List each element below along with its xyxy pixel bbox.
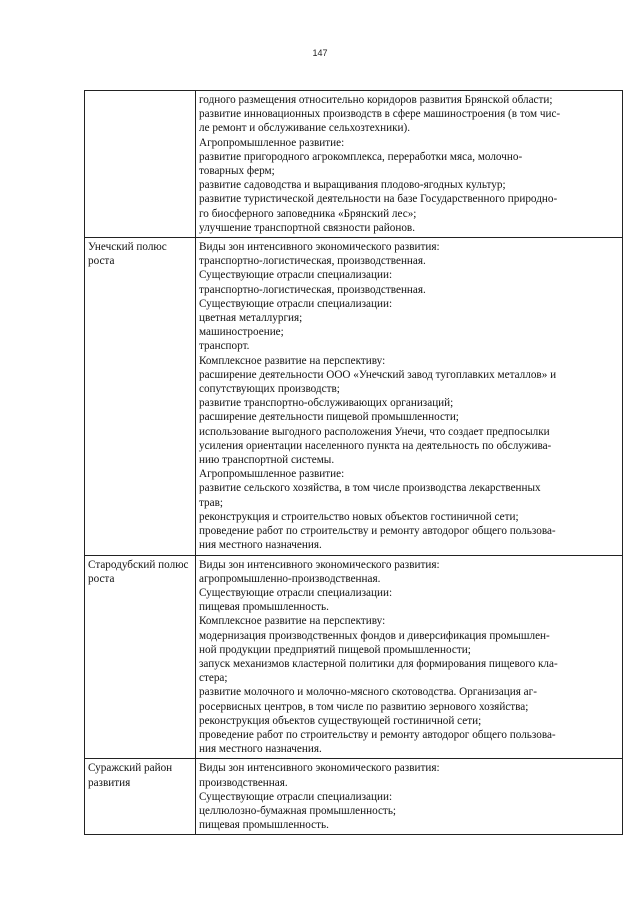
description-line: трав;	[199, 496, 223, 509]
description-line: Существующие отрасли специализации:	[199, 586, 393, 599]
description-line: агропромышленно-производственная.	[199, 572, 381, 585]
table-row	[85, 555, 623, 759]
regions-table	[84, 90, 623, 835]
description-line: запуск механизмов кластерной политики для формирования пищевого кла-	[199, 657, 558, 670]
description-line: ния местного назначения.	[199, 539, 322, 552]
description-line: машиностроение;	[199, 326, 284, 339]
description-line: сопутствующих производств;	[199, 383, 340, 396]
description-line: Агропромышленное развитие:	[199, 468, 345, 481]
description-line: товарных ферм;	[199, 165, 275, 178]
description-line: развитие туристической деятельности на базе Государственного природно-	[199, 193, 558, 206]
description-line: развитие садоводства и выращивания плодово-ягодных культур;	[199, 179, 506, 192]
description-line: модернизация производственных фондов и диверсификация промышлен-	[199, 629, 550, 642]
description-line: Существующие отрасли специализации:	[199, 297, 393, 310]
description-line: Существующие отрасли специализации:	[199, 790, 393, 803]
description-line: реконструкция объектов существующей гостиничной сети;	[199, 714, 482, 727]
description-line: проведение работ по строительству и ремонту автодорог общего пользова-	[199, 525, 556, 538]
region-name-cell	[85, 91, 196, 238]
table-row	[85, 91, 623, 238]
description-line: транспортно-логистическая, производственная.	[199, 283, 426, 296]
description-line: развитие инновационных производств в сфере машиностроения (в том чис-	[199, 108, 561, 121]
description-line: Виды зон интенсивного экономического развития:	[199, 241, 440, 254]
description-line: Виды зон интенсивного экономического развития:	[199, 762, 440, 775]
development-description-cell	[196, 759, 623, 835]
description-line: развитие пригородного агрокомплекса, переработки мяса, молочно-	[199, 150, 523, 163]
region-name-cell: Унечский полюс роста	[85, 238, 196, 555]
description-line: целлюлозно-бумажная промышленность;	[199, 804, 397, 817]
description-line: расширение деятельности ООО «Унечский завод тугоплавких металлов» и	[199, 368, 557, 381]
description-line: ной продукции предприятий пищевой промышленности;	[199, 643, 471, 656]
description-line: использование выгодного расположения Унечи, что создает предпосылки	[199, 425, 550, 438]
table-row	[85, 759, 623, 835]
description-line: Агропромышленное развитие:	[199, 136, 345, 149]
description-line: Комплексное развитие на перспективу:	[199, 354, 386, 367]
description-line: Виды зон интенсивного экономического развития:	[199, 558, 440, 571]
description-line: транспортно-логистическая, производственная.	[199, 255, 426, 268]
description-line: развитие молочного и молочно-мясного скотоводства. Организация аг-	[199, 686, 537, 699]
region-name-cell: Стародубский полюс роста	[85, 555, 196, 759]
development-description-cell	[196, 555, 623, 759]
description-line: проведение работ по строительству и ремонту автодорог общего пользова-	[199, 728, 556, 741]
description-line: реконструкция и строительство новых объектов гостиничной сети;	[199, 510, 519, 523]
description-line: нию транспортной системы.	[199, 454, 335, 467]
description-line: пищевая промышленность.	[199, 819, 329, 832]
description-line: усиления ориентации населенного пункта на деятельность по обслужива-	[199, 439, 552, 452]
description-line: стера;	[199, 672, 228, 685]
description-line: развитие транспортно-обслуживающих организаций;	[199, 397, 454, 410]
description-line: годного размещения относительно коридоров развития Брянской области;	[199, 94, 553, 106]
description-line: цветная металлургия;	[199, 312, 303, 325]
table-body	[85, 91, 623, 835]
description-line: росервисных центров, в том числе по развитию зернового хозяйства;	[199, 700, 529, 713]
description-line: расширение деятельности пищевой промышленности;	[199, 411, 459, 424]
description-line: Существующие отрасли специализации:	[199, 269, 393, 282]
development-description-cell	[196, 91, 623, 238]
description-line: транспорт.	[199, 340, 250, 353]
table-row	[85, 238, 623, 555]
description-line: производственная.	[199, 776, 288, 789]
description-line: ле ремонт и обслуживание сельхозтехники).	[199, 122, 411, 135]
description-line: ния местного назначения.	[199, 743, 322, 756]
description-line: пищевая промышленность.	[199, 601, 329, 614]
description-line: развитие сельского хозяйства, в том числе производства лекарственных	[199, 482, 541, 495]
page-number: 147	[312, 48, 328, 58]
description-line: го биосферного заповедника «Брянский лес»;	[199, 207, 417, 220]
description-line: Комплексное развитие на перспективу:	[199, 615, 386, 628]
region-name-cell: Суражский район развития	[85, 759, 196, 835]
development-description-cell	[196, 238, 623, 555]
description-line: улучшение транспортной связности районов.	[199, 221, 416, 234]
